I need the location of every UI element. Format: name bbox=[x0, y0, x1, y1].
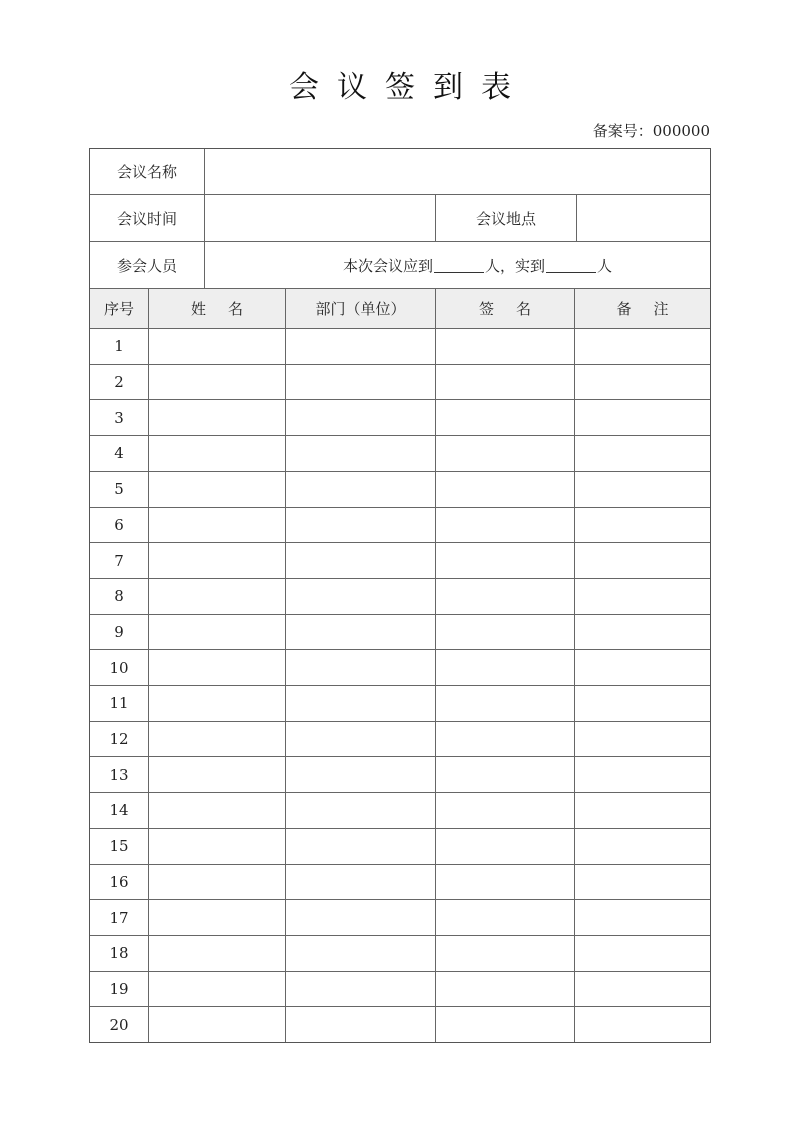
row-name-field[interactable] bbox=[149, 722, 285, 757]
row-department-field[interactable] bbox=[286, 543, 435, 578]
row-department-field[interactable] bbox=[286, 472, 435, 507]
row-serial: 13 bbox=[109, 765, 129, 784]
row-name-field[interactable] bbox=[149, 1007, 285, 1042]
attendance-text-actual: 人，实到 bbox=[484, 256, 545, 275]
row-serial: 18 bbox=[109, 944, 129, 963]
row-signature-field[interactable] bbox=[436, 936, 574, 971]
header-serial: 序号 bbox=[103, 300, 134, 318]
row-serial: 10 bbox=[109, 658, 129, 677]
page-title: 会议签到表 bbox=[289, 70, 529, 105]
row-signature-field[interactable] bbox=[436, 365, 574, 400]
row-serial: 16 bbox=[109, 872, 129, 891]
row-department-field[interactable] bbox=[286, 650, 435, 685]
attendance-summary bbox=[205, 242, 710, 288]
row-remarks-field[interactable] bbox=[575, 543, 710, 578]
header-signature: 签名 bbox=[478, 300, 553, 318]
row-signature-field[interactable] bbox=[436, 829, 574, 864]
row-remarks-field[interactable] bbox=[575, 793, 710, 828]
row-serial: 3 bbox=[114, 408, 124, 427]
meeting-place-field[interactable] bbox=[577, 195, 710, 241]
meeting-time-label: 会议时间 bbox=[116, 209, 177, 228]
row-signature-field[interactable] bbox=[436, 329, 574, 364]
row-name-field[interactable] bbox=[149, 829, 285, 864]
row-remarks-field[interactable] bbox=[575, 900, 710, 935]
row-serial: 9 bbox=[114, 622, 124, 641]
meeting-name-label: 会议名称 bbox=[116, 163, 177, 181]
row-signature-field[interactable] bbox=[436, 615, 574, 650]
row-signature-field[interactable] bbox=[436, 543, 574, 578]
row-signature-field[interactable] bbox=[436, 508, 574, 543]
row-name-field[interactable] bbox=[149, 400, 285, 435]
row-department-field[interactable] bbox=[286, 436, 435, 471]
row-signature-field[interactable] bbox=[436, 722, 574, 757]
row-serial: 5 bbox=[114, 480, 124, 499]
row-name-field[interactable] bbox=[149, 900, 285, 935]
row-department-field[interactable] bbox=[286, 686, 435, 721]
attendance-text-unit: 人 bbox=[597, 256, 613, 275]
row-signature-field[interactable] bbox=[436, 579, 574, 614]
row-serial: 7 bbox=[114, 551, 124, 570]
row-serial: 20 bbox=[109, 1015, 129, 1034]
row-name-field[interactable] bbox=[149, 972, 285, 1007]
row-signature-field[interactable] bbox=[436, 1007, 574, 1042]
row-name-field[interactable] bbox=[149, 615, 285, 650]
row-signature-field[interactable] bbox=[436, 436, 574, 471]
row-remarks-field[interactable] bbox=[575, 722, 710, 757]
row-name-field[interactable] bbox=[149, 543, 285, 578]
row-signature-field[interactable] bbox=[436, 472, 574, 507]
row-department-field[interactable] bbox=[286, 722, 435, 757]
row-serial: 15 bbox=[109, 837, 129, 856]
meeting-name-field[interactable] bbox=[205, 149, 710, 194]
row-remarks-field[interactable] bbox=[575, 365, 710, 400]
row-signature-field[interactable] bbox=[436, 972, 574, 1007]
row-name-field[interactable] bbox=[149, 936, 285, 971]
row-department-field[interactable] bbox=[286, 793, 435, 828]
attendance-text-expected: 本次会议应到 bbox=[342, 256, 433, 275]
row-name-field[interactable] bbox=[149, 686, 285, 721]
row-serial: 11 bbox=[109, 694, 129, 713]
sign-in-table bbox=[89, 148, 711, 1043]
row-remarks-field[interactable] bbox=[575, 865, 710, 900]
row-remarks-field[interactable] bbox=[575, 436, 710, 471]
row-name-field[interactable] bbox=[149, 472, 285, 507]
row-signature-field[interactable] bbox=[436, 400, 574, 435]
row-remarks-field[interactable] bbox=[575, 579, 710, 614]
row-serial: 17 bbox=[109, 908, 129, 927]
row-signature-field[interactable] bbox=[436, 793, 574, 828]
attendees-label: 参会人员 bbox=[116, 256, 177, 275]
filing-number bbox=[560, 120, 710, 141]
row-serial: 8 bbox=[114, 587, 124, 606]
row-signature-field[interactable] bbox=[436, 757, 574, 792]
row-signature-field[interactable] bbox=[436, 865, 574, 900]
row-remarks-field[interactable] bbox=[575, 472, 710, 507]
row-remarks-field[interactable] bbox=[575, 936, 710, 971]
row-department-field[interactable] bbox=[286, 972, 435, 1007]
row-serial: 19 bbox=[109, 979, 129, 998]
row-name-field[interactable] bbox=[149, 757, 285, 792]
header-remarks: 备注 bbox=[616, 300, 691, 318]
header-department: 部门（单位） bbox=[315, 300, 406, 318]
row-name-field[interactable] bbox=[149, 579, 285, 614]
row-remarks-field[interactable] bbox=[575, 972, 710, 1007]
row-serial: 2 bbox=[114, 373, 124, 392]
filing-label: 备案号： bbox=[592, 122, 653, 140]
filing-value: 000000 bbox=[652, 122, 710, 140]
row-name-field[interactable] bbox=[149, 329, 285, 364]
row-department-field[interactable] bbox=[286, 757, 435, 792]
row-department-field[interactable] bbox=[286, 508, 435, 543]
row-name-field[interactable] bbox=[149, 793, 285, 828]
row-signature-field[interactable] bbox=[436, 900, 574, 935]
row-remarks-field[interactable] bbox=[575, 400, 710, 435]
row-serial: 1 bbox=[114, 337, 124, 356]
row-serial: 14 bbox=[109, 801, 129, 820]
expected-count-field[interactable] bbox=[434, 258, 484, 273]
row-remarks-field[interactable] bbox=[575, 650, 710, 685]
row-department-field[interactable] bbox=[286, 615, 435, 650]
meeting-place-label: 会议地点 bbox=[475, 209, 536, 228]
row-name-field[interactable] bbox=[149, 365, 285, 400]
meeting-time-field[interactable] bbox=[205, 195, 435, 241]
row-remarks-field[interactable] bbox=[575, 329, 710, 364]
row-department-field[interactable] bbox=[286, 400, 435, 435]
row-department-field[interactable] bbox=[286, 365, 435, 400]
row-remarks-field[interactable] bbox=[575, 1007, 710, 1042]
row-serial: 12 bbox=[109, 730, 129, 749]
row-name-field[interactable] bbox=[149, 508, 285, 543]
row-serial: 4 bbox=[114, 444, 124, 463]
row-department-field[interactable] bbox=[286, 936, 435, 971]
row-department-field[interactable] bbox=[286, 865, 435, 900]
row-signature-field[interactable] bbox=[436, 650, 574, 685]
row-department-field[interactable] bbox=[286, 829, 435, 864]
header-name: 姓名 bbox=[190, 300, 265, 318]
row-signature-field[interactable] bbox=[436, 686, 574, 721]
row-name-field[interactable] bbox=[149, 865, 285, 900]
row-name-field[interactable] bbox=[149, 650, 285, 685]
row-serial: 6 bbox=[114, 515, 124, 534]
row-remarks-field[interactable] bbox=[575, 829, 710, 864]
actual-count-field[interactable] bbox=[546, 258, 596, 273]
row-department-field[interactable] bbox=[286, 900, 435, 935]
row-department-field[interactable] bbox=[286, 579, 435, 614]
row-remarks-field[interactable] bbox=[575, 615, 710, 650]
row-name-field[interactable] bbox=[149, 436, 285, 471]
row-remarks-field[interactable] bbox=[575, 757, 710, 792]
row-department-field[interactable] bbox=[286, 329, 435, 364]
row-department-field[interactable] bbox=[286, 1007, 435, 1042]
row-remarks-field[interactable] bbox=[575, 508, 710, 543]
row-remarks-field[interactable] bbox=[575, 686, 710, 721]
